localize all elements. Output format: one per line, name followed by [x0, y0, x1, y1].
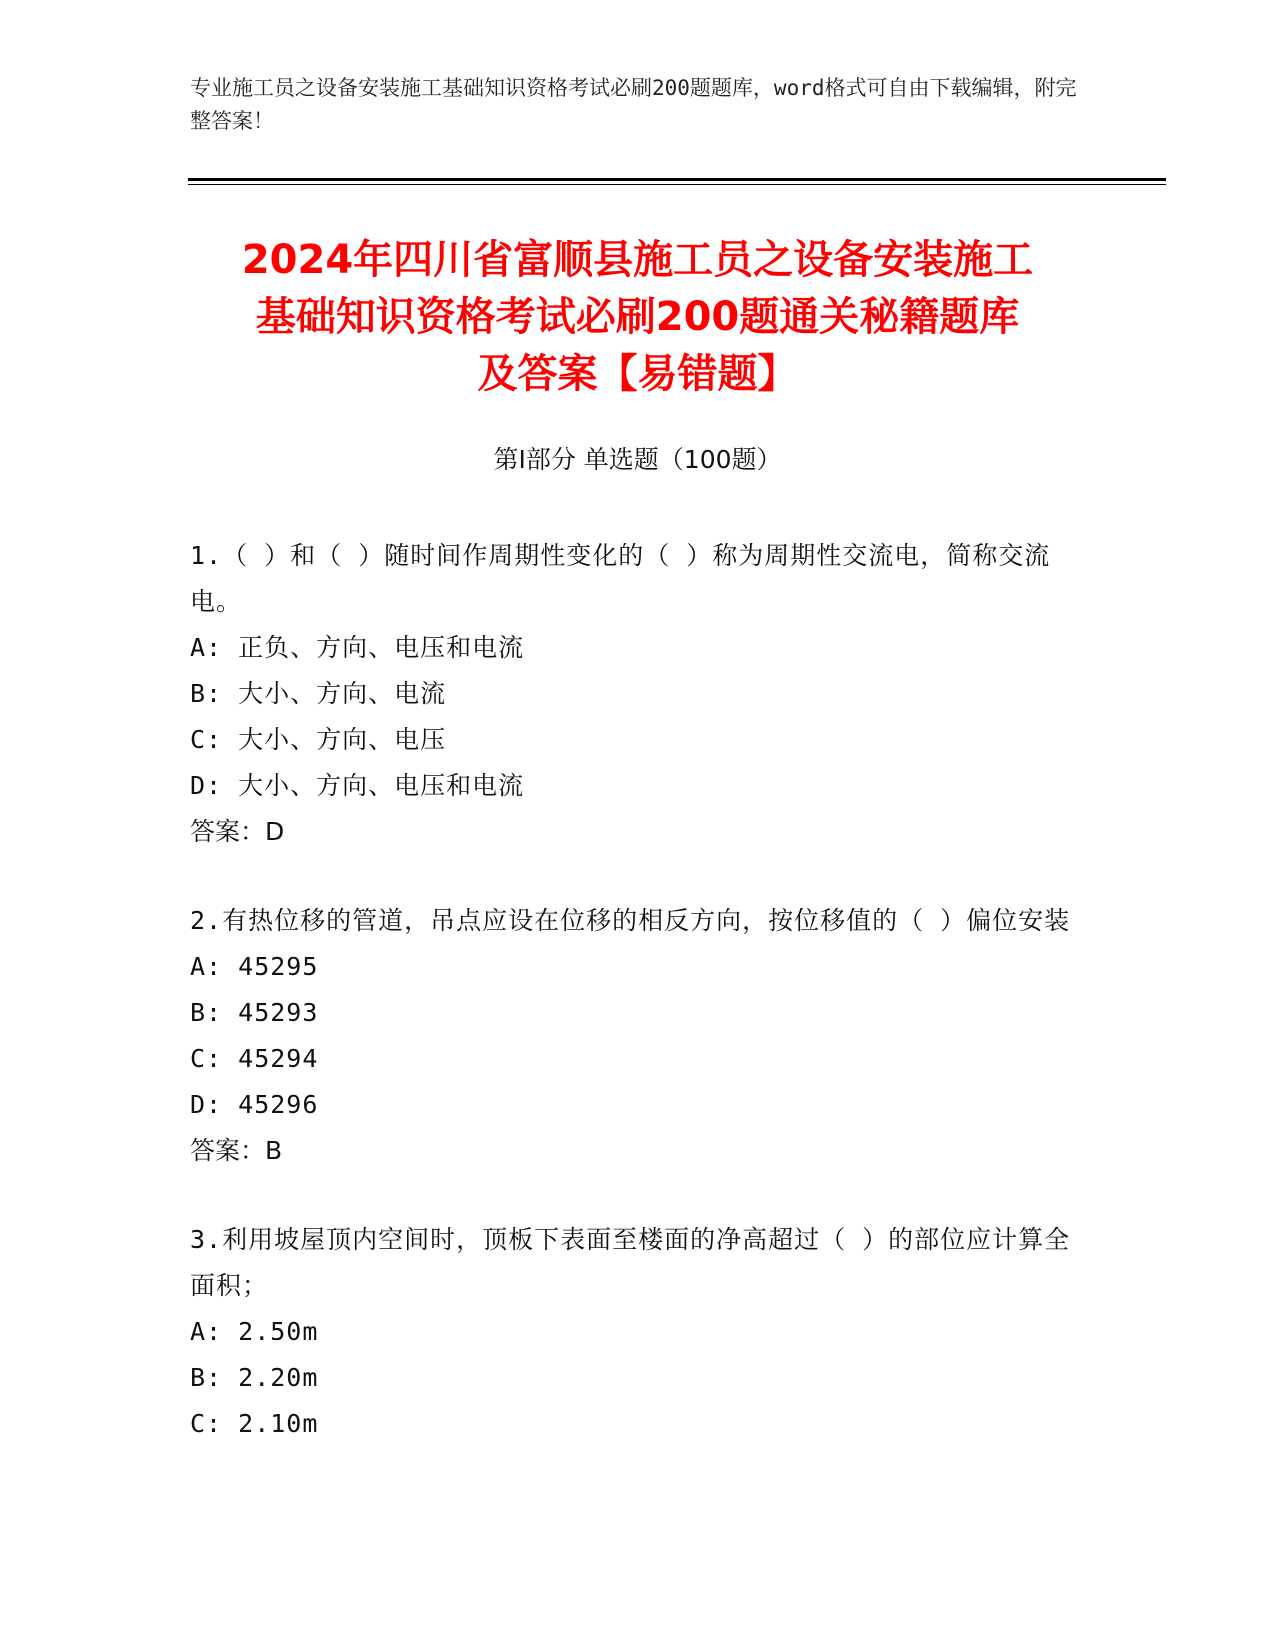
option-a: A: 45295: [190, 952, 319, 981]
document-title: [170, 232, 1105, 403]
option-d: D: 大小、方向、电压和电流: [190, 771, 525, 800]
title-line: 及答案【易错题】: [477, 351, 798, 397]
option-b: B: 2.20m: [190, 1363, 319, 1392]
header-rule-thin: [188, 184, 1166, 185]
header-note: 专业施工员之设备安装施工基础知识资格考试必刷200题题库，word格式可自由下载编辑，附完整答案！: [190, 76, 1077, 133]
question-stem: 1.（ ）和（ ）随时间作周期性变化的（ ）称为周期性交流电，简称交流电。: [190, 541, 1051, 616]
option-c: C: 45294: [190, 1044, 319, 1073]
question-stem: 3.利用坡屋顶内空间时，顶板下表面至楼面的净高超过（ ）的部位应计算全面积；: [190, 1225, 1071, 1300]
question-list: [190, 533, 1090, 1490]
option-b: B: 45293: [190, 998, 319, 1027]
option-b: B: 大小、方向、电流: [190, 679, 447, 708]
section-heading: 第I部分 单选题（100题）: [493, 445, 782, 474]
question-item: [190, 898, 1090, 1174]
question-item: [190, 533, 1090, 855]
header-rule-thick: [188, 178, 1166, 181]
question-stem: 2.有热位移的管道，吊点应设在位移的相反方向，按位移值的（ ）偏位安装: [190, 906, 1071, 935]
title-line: 基础知识资格考试必刷200题通关秘籍题库: [255, 294, 1020, 340]
answer-line: 答案：B: [190, 1136, 283, 1165]
option-a: A: 2.50m: [190, 1317, 319, 1346]
answer-line: 答案：D: [190, 817, 285, 846]
option-c: C: 2.10m: [190, 1409, 319, 1438]
title-line: 2024年四川省富顺县施工员之设备安装施工: [241, 237, 1034, 283]
option-d: D: 45296: [190, 1090, 319, 1119]
question-item: [190, 1217, 1090, 1447]
option-c: C: 大小、方向、电压: [190, 725, 447, 754]
option-a: A: 正负、方向、电压和电流: [190, 633, 525, 662]
